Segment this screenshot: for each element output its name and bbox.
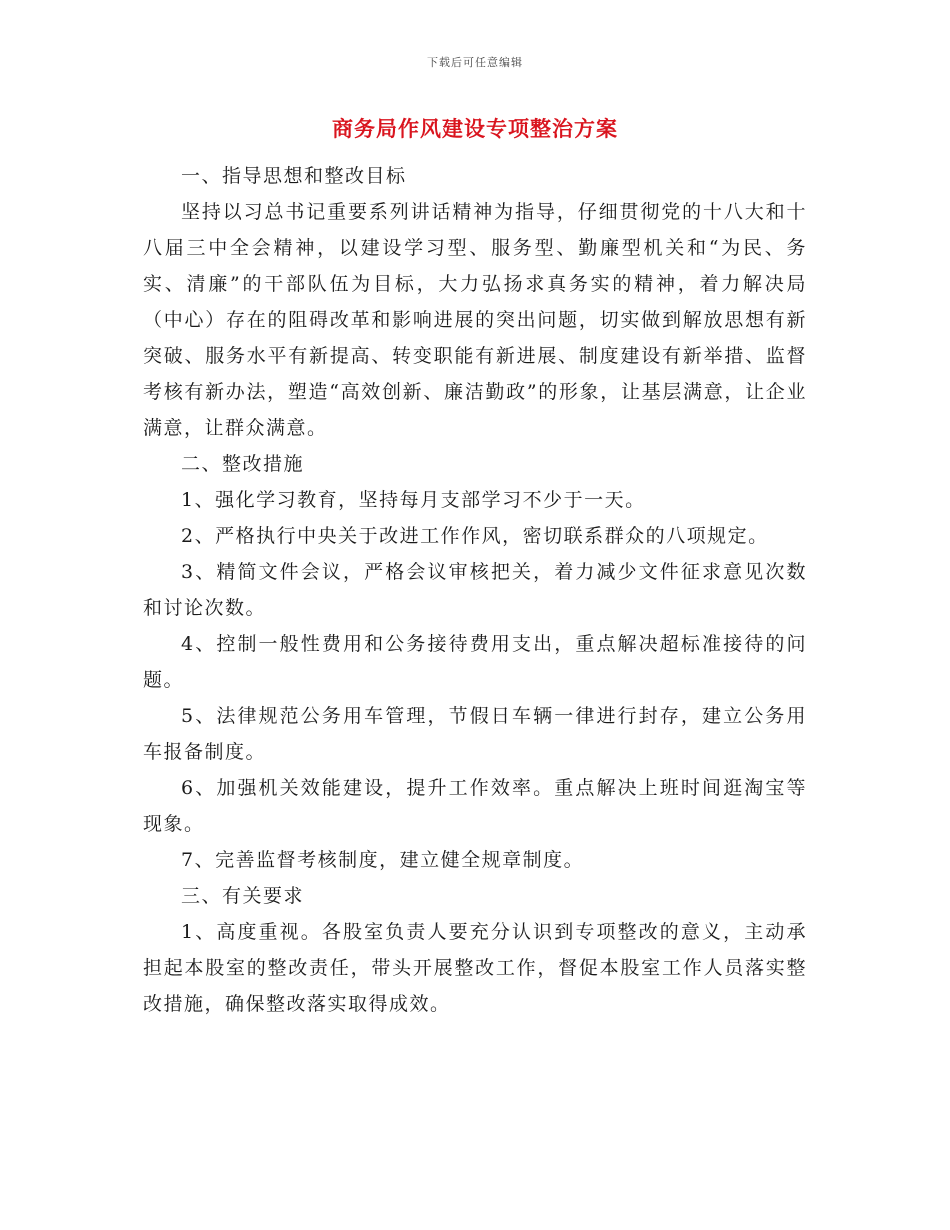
header-note: 下载后可任意编辑: [427, 56, 523, 69]
document-title: 商务局作风建设专项整治方案: [332, 116, 618, 141]
section-heading-measures: 二、整改措施: [181, 453, 305, 475]
requirement-item-1: 1、高度重视。各股室负责人要充分认识到专项整改的意义，主动承担起本股室的整改责任，带头开展整改工作，督促本股室工作人员落实整改措施，确保整改落实取得成效。: [143, 921, 807, 1015]
measure-item-4: 4、控制一般性费用和公务接待费用支出，重点解决超标准接待的问题。: [143, 633, 807, 691]
measure-item-1: 1、强化学习教育，坚持每月支部学习不少于一天。: [181, 489, 646, 511]
section-heading-guiding-thought: 一、指导思想和整改目标: [181, 165, 407, 187]
measure-item-3: 3、精简文件会议，严格会议审核把关，着力减少文件征求意见次数和讨论次数。: [143, 561, 807, 619]
document-body: [143, 158, 807, 1022]
paragraph-guiding-thought: 坚持以习总书记重要系列讲话精神为指导，仔细贯彻党的十八大和十八届三中全会精神，以建设学习型、服务型、勤廉型机关和“为民、务实、清廉”的干部队伍为目标，大力弘扬求真务实的精神，着力解决局（中心）存在的阻碍改革和影响进展的突出问题，切实做到解放思想有新突破、服务水平有新提高、转变职能有新进展、制度建设有新举措、监督考核有新办法，塑造“高效创新、廉洁勤政”的形象，让基层满意，让企业满意，让群众满意。: [143, 201, 807, 439]
section-heading-requirements: 三、有关要求: [181, 885, 305, 907]
measure-item-6: 6、加强机关效能建设，提升工作效率。重点解决上班时间逛淘宝等现象。: [143, 777, 807, 835]
measure-item-7: 7、完善监督考核制度，建立健全规章制度。: [181, 849, 585, 871]
measure-item-2: 2、严格执行中央关于改进工作作风，密切联系群众的八项规定。: [181, 525, 769, 547]
measure-item-5: 5、法律规范公务用车管理，节假日车辆一律进行封存，建立公务用车报备制度。: [143, 705, 807, 763]
